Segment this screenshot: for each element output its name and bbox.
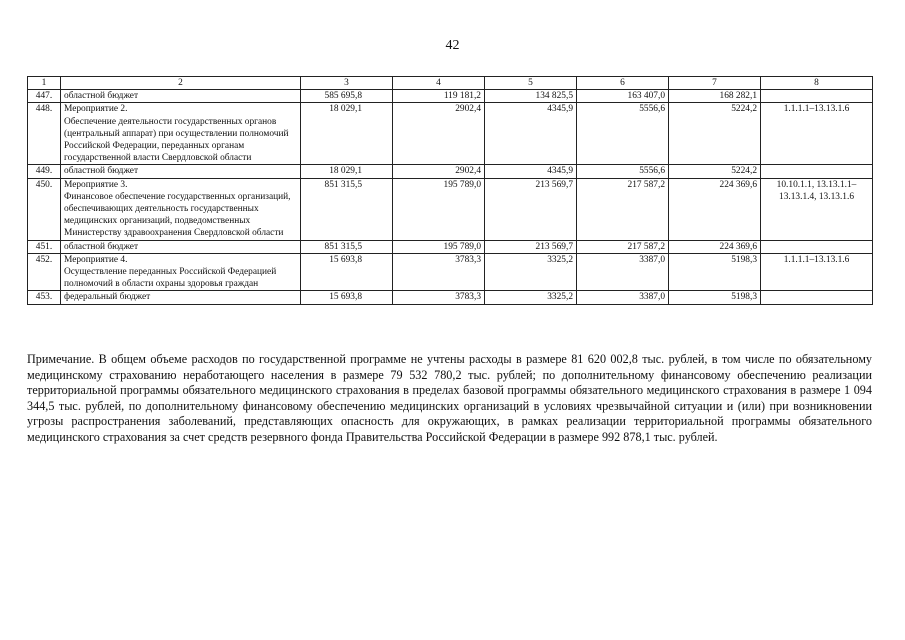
amount-col-7: 168 282,1 [669, 90, 761, 103]
row-description: федеральный бюджет [61, 291, 301, 304]
target-codes [761, 90, 873, 103]
amount-col-7: 5224,2 [669, 103, 761, 165]
amount-col-4: 3783,3 [393, 291, 485, 304]
amount-total: 15 693,8 [301, 291, 393, 304]
row-description: областной бюджет [61, 90, 301, 103]
amount-total: 15 693,8 [301, 253, 393, 291]
target-codes: 1.1.1.1–13.13.1.6 [761, 103, 873, 165]
header-cell: 8 [761, 77, 873, 90]
table-row [28, 291, 873, 304]
amount-col-6: 3387,0 [577, 253, 669, 291]
table-row [28, 178, 873, 240]
amount-col-4: 2902,4 [393, 165, 485, 178]
target-codes: 10.10.1.1, 13.13.1.1–13.13.1.4, 13.13.1.6 [761, 178, 873, 240]
amount-col-5: 213 569,7 [485, 240, 577, 253]
table-row [28, 165, 873, 178]
amount-col-5: 213 569,7 [485, 178, 577, 240]
amount-col-7: 224 369,6 [669, 240, 761, 253]
amount-total: 585 695,8 [301, 90, 393, 103]
amount-col-7: 224 369,6 [669, 178, 761, 240]
row-number: 450. [28, 178, 61, 240]
header-cell: 6 [577, 77, 669, 90]
row-number: 447. [28, 90, 61, 103]
header-cell: 7 [669, 77, 761, 90]
amount-col-5: 134 825,5 [485, 90, 577, 103]
amount-col-5: 4345,9 [485, 103, 577, 165]
amount-col-4: 119 181,2 [393, 90, 485, 103]
row-number: 453. [28, 291, 61, 304]
amount-col-4: 3783,3 [393, 253, 485, 291]
amount-col-5: 3325,2 [485, 291, 577, 304]
header-cell: 5 [485, 77, 577, 90]
row-description: областной бюджет [61, 240, 301, 253]
header-cell: 4 [393, 77, 485, 90]
amount-col-6: 217 587,2 [577, 240, 669, 253]
target-codes: 1.1.1.1–13.13.1.6 [761, 253, 873, 291]
amount-col-6: 5556,6 [577, 165, 669, 178]
amount-total: 851 315,5 [301, 178, 393, 240]
row-description: Мероприятие 3. Финансовое обеспечение государственных организаций, обеспечивающих деятельность государственных медицинских организаций, подведомственных Министерству здравоохранения Свердловской области [61, 178, 301, 240]
row-number: 449. [28, 165, 61, 178]
row-number: 452. [28, 253, 61, 291]
header-cell: 2 [61, 77, 301, 90]
row-description: областной бюджет [61, 165, 301, 178]
row-number: 451. [28, 240, 61, 253]
header-cell: 1 [28, 77, 61, 90]
amount-total: 18 029,1 [301, 165, 393, 178]
expenditure-note: Примечание. В общем объеме расходов по государственной программе не учтены расходы в размере 81 620 002,8 тыс. рублей, в том числе по обязательному медицинскому страхованию неработающего населения в размере 79 532 780,2 тыс. рублей; по дополнительному финансовому обеспечению реализации территориальной программы обязательного медицинского страхования в пределах базовой программы обязательного медицинского страхования в размере 1 094 344,5 тыс. рублей, по дополнительному финансовому обеспечению медицинских организаций в условиях чрезвычайной ситуации и (или) при возникновении угрозы распространения заболеваний, представляющих опасность для окружающих, в рамках реализации территориальной программы обязательного медицинского страхования за счет средств резервного фонда Правительства Российской Федерации в размере 992 878,1 тыс. рублей. [27, 352, 872, 444]
amount-col-7: 5224,2 [669, 165, 761, 178]
target-codes [761, 165, 873, 178]
table-row [28, 240, 873, 253]
amount-total: 18 029,1 [301, 103, 393, 165]
amount-col-6: 5556,6 [577, 103, 669, 165]
amount-col-7: 5198,3 [669, 291, 761, 304]
table-header-row [28, 77, 873, 90]
amount-col-4: 2902,4 [393, 103, 485, 165]
amount-col-5: 4345,9 [485, 165, 577, 178]
amount-col-4: 195 789,0 [393, 178, 485, 240]
table-row [28, 253, 873, 291]
target-codes [761, 240, 873, 253]
amount-col-6: 3387,0 [577, 291, 669, 304]
amount-col-7: 5198,3 [669, 253, 761, 291]
amount-col-6: 217 587,2 [577, 178, 669, 240]
amount-col-6: 163 407,0 [577, 90, 669, 103]
table-row [28, 90, 873, 103]
row-description: Мероприятие 4. Осуществление переданных Российской Федерацией полномочий в области охраны здоровья граждан [61, 253, 301, 291]
header-cell: 3 [301, 77, 393, 90]
table-row [28, 103, 873, 165]
amount-total: 851 315,5 [301, 240, 393, 253]
page-number: 42 [445, 38, 460, 53]
target-codes [761, 291, 873, 304]
amount-col-4: 195 789,0 [393, 240, 485, 253]
row-number: 448. [28, 103, 61, 165]
amount-col-5: 3325,2 [485, 253, 577, 291]
budget-table [27, 76, 873, 305]
row-description: Мероприятие 2. Обеспечение деятельности государственных органов (центральный аппарат) при осуществлении полномочий Российской Федерации, переданных органам государственной власти Свердловской области [61, 103, 301, 165]
